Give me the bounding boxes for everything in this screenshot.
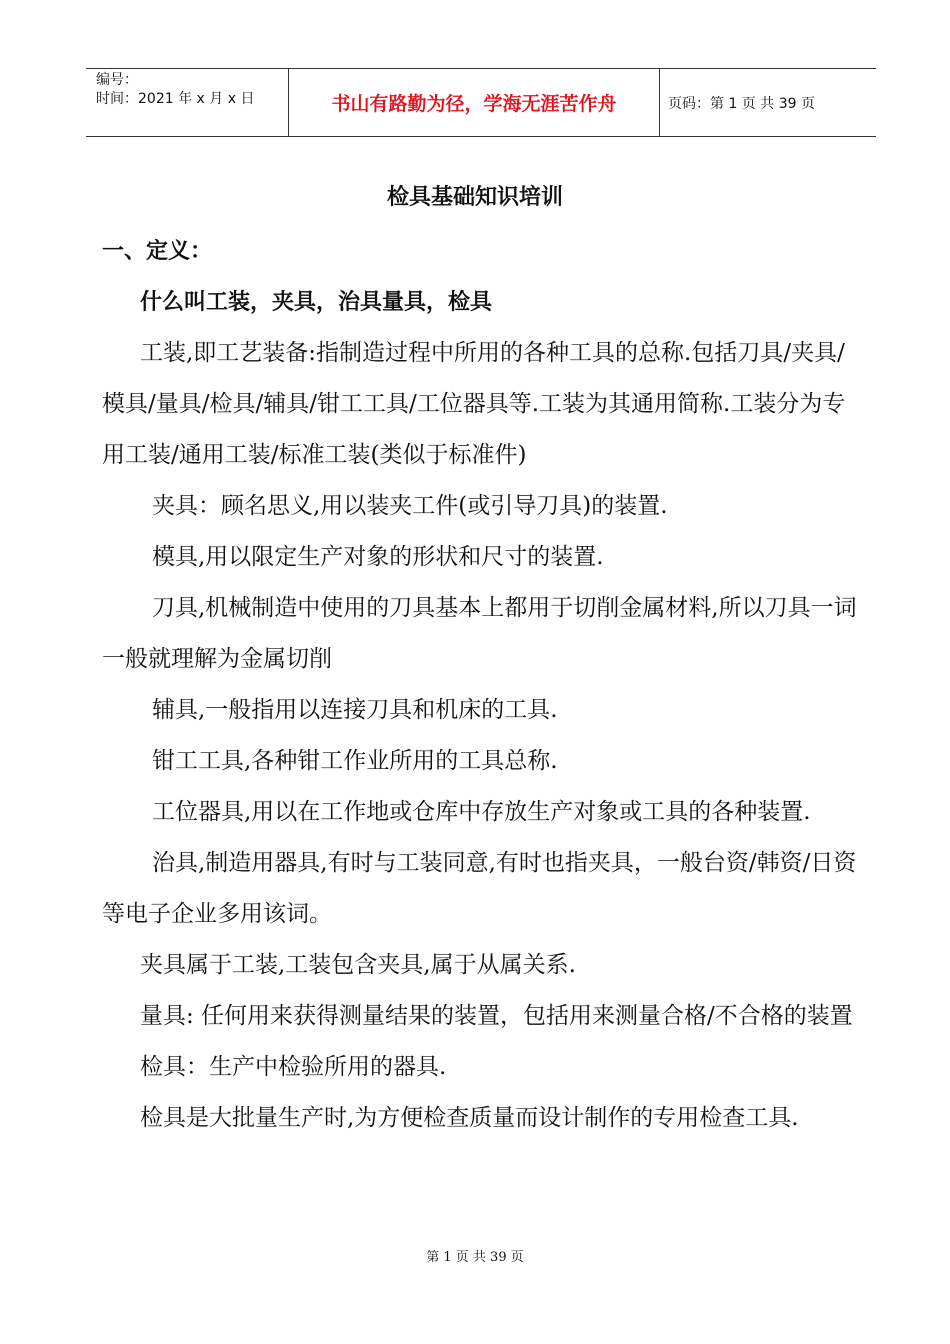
paragraph: 检具：生产中检验所用的器具. [140, 1054, 447, 1080]
sub-heading: 什么叫工装，夹具，治具量具，检具 [140, 290, 493, 315]
document-title: 检具基础知识培训 [386, 185, 563, 210]
paragraph: 辅具,一般指用以连接刀具和机床的工具. [152, 697, 558, 723]
paragraph: 工装,即工艺装备:指制造过程中所用的各种工具的总称.包括刀具/夹具/模具/量具/检具/辅具/钳工工具/工位器具等.工装为其通用简称.工装分为专用工装/通用工装/标准工装(类似于标准件) [102, 340, 846, 468]
header-motto-cell [288, 69, 660, 136]
page-label: 页码：第 1 页 共 39 页 [668, 95, 815, 112]
number-label: 编号： [96, 72, 138, 88]
header-meta-cell [86, 69, 288, 136]
paragraph: 刀具,机械制造中使用的刀具基本上都用于切削金属材料,所以刀具一词一般就理解为金属切削 [102, 595, 857, 672]
paragraph: 模具,用以限定生产对象的形状和尺寸的装置. [152, 544, 604, 570]
header-page-cell [660, 69, 876, 136]
section-heading: 一、定义： [102, 239, 213, 264]
time-label: 时间：2021 年 x 月 x 日 [96, 91, 255, 107]
paragraph: 工位器具,用以在工作地或仓库中存放生产对象或工具的各种装置. [152, 799, 811, 825]
paragraph: 检具是大批量生产时,为方便检查质量而设计制作的专用检查工具. [140, 1105, 799, 1131]
page-footer: 第 1 页 共 39 页 [426, 1250, 524, 1265]
document-header [86, 68, 876, 137]
motto-text: 书山有路勤为径，学海无涯苦作舟 [331, 93, 617, 115]
document-body [102, 226, 862, 1144]
paragraph: 量具: 任何用来获得测量结果的装置，包括用来测量合格/不合格的装置 [140, 1003, 853, 1029]
paragraph: 治具,制造用器具,有时与工装同意,有时也指夹具，一般台资/韩资/日资等电子企业多用该词。 [102, 850, 857, 927]
paragraph: 夹具：顾名思义,用以装夹工件(或引导刀具)的装置. [152, 493, 668, 519]
paragraph: 夹具属于工装,工装包含夹具,属于从属关系. [140, 952, 576, 978]
paragraph: 钳工工具,各种钳工作业所用的工具总称. [152, 748, 558, 774]
